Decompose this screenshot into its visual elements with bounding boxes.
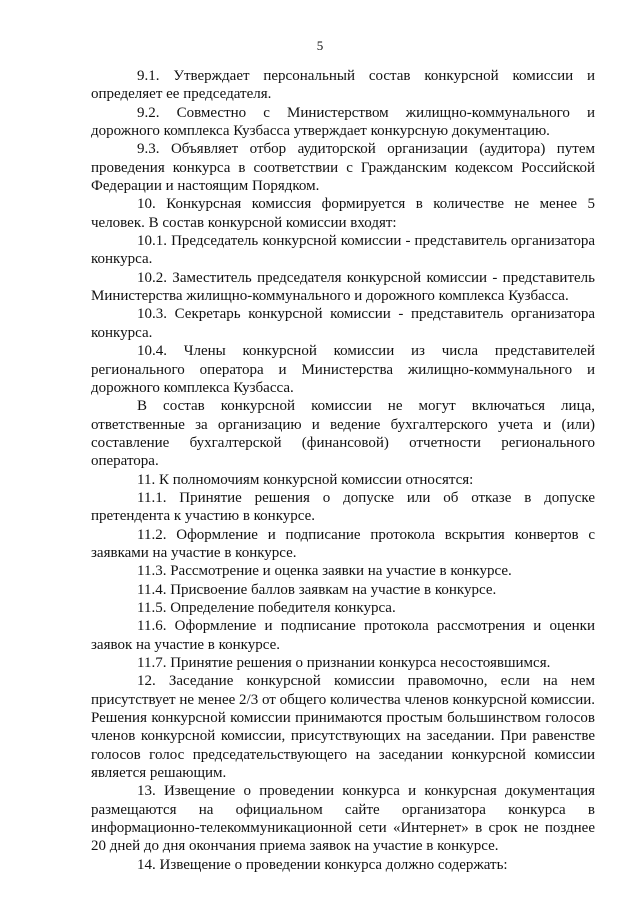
paragraph-10: 10. Конкурсная комиссия формируется в количестве не менее 5 человек. В состав конкурсной комиссии входят: <box>91 196 595 231</box>
paragraph-10-4: 10.4. Члены конкурсной комиссии из числа представителей регионального оператора и Министерства жилищно-коммунального и дорожного комплекса Кузбасса. <box>91 343 595 396</box>
page-number: 5 <box>316 38 324 53</box>
paragraph-10-1: 10.1. Председатель конкурсной комиссии - представитель организатора конкурса. <box>91 233 595 268</box>
paragraph-9-1: 9.1. Утверждает персональный состав конкурсной комиссии и определяет ее председателя. <box>91 68 595 103</box>
paragraph-9-2: 9.2. Совместно с Министерством жилищно-коммунального и дорожного комплекса Кузбасса утверждает конкурсную документацию. <box>91 104 595 140</box>
paragraph-11-2: 11.2. Оформление и подписание протокола вскрытия конвертов с заявками на участие в конкурсе. <box>91 526 595 561</box>
paragraph-11-1: 11.1. Принятие решения о допуске или об отказе в допуске претендента к участию в конкурсе. <box>91 489 595 525</box>
document-body <box>91 67 595 874</box>
paragraph-12: 12. Заседание конкурсной комиссии правомочно, если на нем присутствует не менее 2/3 от общего количества членов конкурсной комиссии. Решения конкурсной комиссии принимаются простым большинством голосов членов конкурсной комиссии, присутствующих на заседании. При равенстве голосов голос председательствующего на заседании конкурсной комиссии является решающим. <box>91 673 595 782</box>
paragraph-14: 14. Извещение о проведении конкурса должно содержать: <box>137 856 508 873</box>
paragraph-11-4: 11.4. Присвоение баллов заявкам на участие в конкурсе. <box>137 581 497 598</box>
paragraph-11: 11. К полномочиям конкурсной комиссии относятся: <box>137 471 474 488</box>
paragraph-10-2: 10.2. Заместитель председателя конкурсной комиссии - представитель Министерства жилищно-коммунального и дорожного комплекса Кузбасса. <box>91 269 595 305</box>
paragraph-11-7: 11.7. Принятие решения о признании конкурса несостоявшимся. <box>137 655 551 671</box>
paragraph-10-exclusion: В состав конкурсной комиссии не могут включаться лица, ответственные за организацию и ведение бухгалтерского учета и (или) составление бухгалтерской (финансовой) отчетности регионального оператора. <box>91 398 595 470</box>
paragraph-11-3: 11.3. Рассмотрение и оценка заявки на участие в конкурсе. <box>137 563 512 580</box>
paragraph-11-5: 11.5. Определение победителя конкурса. <box>137 599 396 616</box>
paragraph-10-3: 10.3. Секретарь конкурсной комиссии - представитель организатора конкурса. <box>91 306 595 341</box>
paragraph-13: 13. Извещение о проведении конкурса и конкурсная документация размещаются на официальном сайте организатора конкурса в информационно-телекоммуникационной сети «Интернет» в срок не позднее 20 дней до дня окончания приема заявок на участие в конкурсе. <box>91 783 595 855</box>
paragraph-9-3: 9.3. Объявляет отбор аудиторской организации (аудитора) путем проведения конкурса в соответствии с Гражданским кодексом Российской Федерации и настоящим Порядком. <box>91 141 595 195</box>
paragraph-11-6: 11.6. Оформление и подписание протокола рассмотрения и оценки заявок на участие в конкурсе. <box>91 618 595 653</box>
